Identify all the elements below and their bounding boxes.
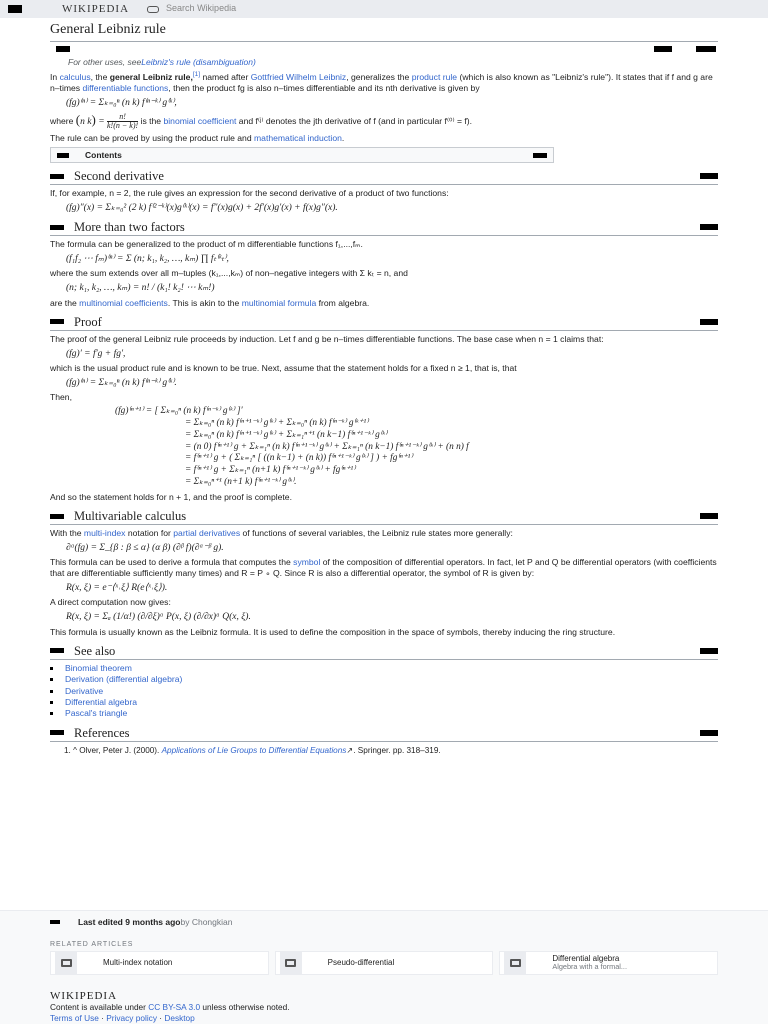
equation-second-derivative: (fg)″(x) = Σₖ₌₀² (2 k) f⁽²⁻ᵏ⁾(x)g⁽ᵏ⁾(x) = f″(x)g(x) + 2f′(x)g′(x) + f(x)g″(x). bbox=[66, 203, 338, 214]
text: . bbox=[341, 133, 345, 144]
text: , the bbox=[90, 71, 110, 82]
hatnote bbox=[68, 57, 718, 68]
text: , generalizes the bbox=[346, 71, 412, 82]
collapse-icon bbox=[50, 514, 64, 519]
binomial-formula: (n k) = $\frac{n!}{k!(n - k)!}$ bbox=[75, 111, 139, 131]
card-description: Algebra with a formal... bbox=[552, 962, 627, 972]
derivation-line: = Σₖ₌₀ⁿ (n k) f⁽ⁿ⁺¹⁻ᵏ⁾ g⁽ᵏ⁾ + Σₖ₌₀ⁿ (n k) f⁽ⁿ⁻ᵏ⁾ g⁽ᵏ⁺¹⁾ bbox=[185, 417, 369, 428]
heading-text: Proof bbox=[74, 314, 102, 329]
reference-item bbox=[64, 746, 718, 757]
proof-paragraph-1: The proof of the general Leibniz rule proceeds by induction. Let f and g be n–times differentiable functions. The base case when n = 1 claims that: bbox=[50, 333, 604, 344]
bullet bbox=[50, 701, 53, 704]
link-leibniz[interactable]: Gottfried Wilhelm Leibniz bbox=[250, 71, 347, 82]
multivariable-paragraph-2 bbox=[50, 557, 718, 579]
text: , then the product fg is also n–times differentiable and its nth derivative is given by bbox=[168, 82, 480, 93]
page-actions bbox=[50, 42, 718, 56]
text: The rule can be proved by using the product rule and bbox=[50, 133, 254, 144]
watch-star-icon[interactable] bbox=[654, 46, 672, 52]
text: from algebra. bbox=[316, 297, 370, 308]
multivariable-paragraph-4: This formula is usually known as the Leibniz formula. It is used to define the composition in the space of symbols, thereby inducing the ring structure. bbox=[50, 626, 616, 637]
language-icon[interactable] bbox=[56, 46, 70, 52]
card-title: Pseudo-differential bbox=[327, 957, 395, 967]
edit-icon[interactable] bbox=[696, 46, 716, 52]
text: of the composition of differential operators. In fact, let P and Q be differential operators (with coefficients that are differentiable sufficiently many times) and R = P ∘ Q. Since R is also a differential operator, the symbol of R is given by: bbox=[50, 557, 717, 579]
text: notation for bbox=[125, 528, 174, 539]
proof-paragraph-2: which is the usual product rule and is known to be true. Next, assume that the statement holds for a fixed n ≥ 1, that is, that bbox=[50, 362, 517, 373]
bullet bbox=[50, 678, 53, 681]
last-edited-bar[interactable] bbox=[50, 917, 232, 928]
toc-expand-icon[interactable] bbox=[533, 153, 547, 158]
equation-hypothesis: (fg)⁽ⁿ⁾ = Σₖ₌₀ⁿ (n k) f⁽ⁿ⁻ᵏ⁾ g⁽ᵏ⁾. bbox=[66, 377, 177, 388]
search-icon bbox=[147, 6, 159, 13]
multinomial-paragraph bbox=[50, 298, 718, 309]
equation-leibniz: (fg)⁽ⁿ⁾ = Σₖ₌₀ⁿ (n k) f⁽ⁿ⁻ᵏ⁾ g⁽ᵏ⁾, bbox=[66, 97, 177, 108]
collapse-icon bbox=[50, 225, 64, 230]
license-text bbox=[50, 1002, 290, 1013]
menu-icon[interactable] bbox=[8, 5, 22, 13]
text: 1. ^ Olver, Peter J. (2000). bbox=[64, 745, 162, 755]
hatnote-prefix: For other uses, see bbox=[68, 56, 142, 67]
proof-conclusion: And so the statement holds for n + 1, and the proof is complete. bbox=[50, 492, 292, 503]
related-articles-label: RELATED ARTICLES bbox=[50, 941, 134, 948]
link-partial-derivatives[interactable]: partial derivatives bbox=[173, 528, 241, 539]
collapse-icon bbox=[50, 730, 64, 735]
related-card[interactable] bbox=[50, 951, 269, 975]
second-derivative-paragraph: If, for example, n = 2, the rule gives an expression for the second derivative of a product of two functions: bbox=[50, 188, 449, 199]
more-factors-paragraph: The formula can be generalized to the product of m differentiable functions f₁,...,fₘ. bbox=[50, 239, 363, 250]
link-induction[interactable]: mathematical induction bbox=[254, 133, 342, 144]
collapse-icon bbox=[50, 174, 64, 179]
section-heading-second-derivative[interactable] bbox=[50, 168, 718, 185]
then-label: Then, bbox=[50, 391, 72, 402]
see-also-link[interactable]: Binomial theorem bbox=[65, 662, 132, 673]
section-heading-multivariable[interactable] bbox=[50, 508, 718, 525]
search-placeholder: Search Wikipedia bbox=[166, 3, 237, 14]
text: This formula can be used to derive a formula that computes the bbox=[50, 557, 294, 568]
text: named after bbox=[200, 71, 251, 82]
derivation-line: = f⁽ⁿ⁺¹⁾ g + ( Σₖ₌₁ⁿ [ ((n k−1) + (n k)) f⁽ⁿ⁺¹⁻ᵏ⁾ g⁽ᵏ⁾ ] ) + fg⁽ⁿ⁺¹⁾ bbox=[185, 453, 413, 464]
text: of functions of several variables, the Leibniz rule states more generally: bbox=[240, 528, 513, 539]
article-content bbox=[50, 19, 718, 756]
related-articles bbox=[50, 951, 718, 975]
heading-text: More than two factors bbox=[74, 220, 185, 235]
bold-term: general Leibniz rule, bbox=[109, 71, 193, 82]
list-item[interactable] bbox=[50, 697, 718, 708]
last-edited-text: Last edited 9 months ago bbox=[78, 917, 181, 927]
card-title: Differential algebra bbox=[552, 953, 620, 963]
binomial-paragraph bbox=[50, 112, 718, 130]
bullet bbox=[50, 712, 53, 715]
link-product-rule[interactable]: product rule bbox=[411, 71, 458, 82]
derivation-line: = f⁽ⁿ⁺¹⁾ g + Σₖ₌₁ⁿ (n+1 k) f⁽ⁿ⁺¹⁻ᵏ⁾ g⁽ᵏ⁾ + fg⁽ⁿ⁺¹⁾ bbox=[185, 465, 356, 476]
table-of-contents[interactable] bbox=[50, 147, 554, 163]
equation-multinomial: (n; k₁, k₂, …, kₘ) = n! / (k₁! k₂! ⋯ kₘ!) bbox=[66, 283, 215, 294]
hatnote-link[interactable]: Leibniz's rule (disambiguation) bbox=[141, 56, 256, 67]
reference-link[interactable]: Applications of Lie Groups to Differential Equations bbox=[161, 745, 347, 755]
derivation-line: = Σₖ₌₀ⁿ (n k) f⁽ⁿ⁺¹⁻ᵏ⁾ g⁽ᵏ⁾ + Σₖ₌₁ⁿ⁺¹ (n k−1) f⁽ⁿ⁺¹⁻ᵏ⁾ g⁽ᵏ⁾ bbox=[185, 429, 388, 440]
toc-icon bbox=[57, 153, 69, 158]
link-differentiable[interactable]: differentiable functions bbox=[82, 82, 169, 93]
section-heading-references[interactable] bbox=[50, 725, 718, 742]
collapse-icon bbox=[50, 648, 64, 653]
license-link[interactable]: CC BY-SA 3.0 bbox=[148, 1002, 201, 1012]
related-card[interactable] bbox=[499, 951, 718, 975]
see-also-link[interactable]: Derivation (differential algebra) bbox=[65, 674, 183, 685]
history-icon bbox=[50, 920, 60, 924]
edit-section-icon[interactable] bbox=[700, 648, 718, 654]
external-link-icon: ↗ bbox=[346, 745, 354, 755]
list-item[interactable] bbox=[50, 708, 718, 719]
text: With the bbox=[50, 528, 84, 539]
link-multinomial-formula[interactable]: multinomial formula bbox=[241, 297, 317, 308]
text: . Springer. pp. 318–319. bbox=[353, 745, 441, 755]
derivation-line: = Σₖ₌₀ⁿ⁺¹ (n+1 k) f⁽ⁿ⁺¹⁻ᵏ⁾ g⁽ᵏ⁾. bbox=[185, 477, 297, 488]
footer-wordmark: WIKIPEDIA bbox=[50, 990, 118, 1002]
heading-text: See also bbox=[74, 643, 116, 658]
text: In bbox=[50, 71, 60, 82]
link-symbol[interactable]: symbol bbox=[293, 557, 321, 568]
equation-multi-index: ∂ᵅ(fg) = Σ_{β : β ≤ α} (α β) (∂ᵝ f)(∂ᵅ⁻ᵝ g). bbox=[66, 543, 224, 554]
privacy-link[interactable]: Privacy policy bbox=[106, 1013, 157, 1023]
list-item[interactable] bbox=[50, 674, 718, 685]
equation-composition: R(x, ξ) = Σₐ (1/α!) (∂/∂ξ)ᵅ P(x, ξ) (∂/∂x)ᵅ Q(x, ξ). bbox=[66, 612, 251, 623]
last-edited-by: by Chongkian bbox=[180, 917, 233, 927]
see-also-link[interactable]: Pascal's triangle bbox=[65, 708, 128, 719]
wikipedia-wordmark[interactable]: WIKIPEDIA bbox=[62, 2, 130, 15]
derivation-line: = (n 0) f⁽ⁿ⁺¹⁾ g + Σₖ₌₁ⁿ (n k) f⁽ⁿ⁺¹⁻ᵏ⁾ g⁽ᵏ⁾ + Σₖ₌₁ⁿ (n k−1) f⁽ⁿ⁺¹⁻ᵏ⁾ g⁽ᵏ⁾ + (n n) f bbox=[185, 441, 469, 452]
text: is the bbox=[138, 115, 164, 126]
text: are the bbox=[50, 297, 80, 308]
equation-base-case: (fg)′ = f′g + fg′, bbox=[66, 348, 126, 359]
section-heading-see-also[interactable] bbox=[50, 643, 718, 660]
toc-label: Contents bbox=[85, 149, 122, 160]
edit-section-icon[interactable] bbox=[700, 224, 718, 230]
see-also-link[interactable]: Derivative bbox=[65, 685, 104, 696]
image-placeholder-icon bbox=[280, 952, 302, 974]
image-placeholder-icon bbox=[504, 952, 526, 974]
related-card[interactable] bbox=[275, 951, 494, 975]
multivariable-paragraph-1 bbox=[50, 528, 718, 539]
page-footer bbox=[0, 910, 768, 1024]
text: unless otherwise noted. bbox=[200, 1002, 290, 1012]
edit-section-icon[interactable] bbox=[700, 319, 718, 325]
equation-symbol: R(x, ξ) = e⁻⟨ˣ˒ξ⟩ R(e⟨ˣ˒ξ⟩). bbox=[66, 583, 168, 594]
footer-links: Terms of Use · Privacy policy · Desktop bbox=[50, 1013, 195, 1023]
link-multinomial-coefficients[interactable]: multinomial coefficients bbox=[79, 297, 168, 308]
induction-derivation bbox=[115, 406, 718, 489]
heading-text: Second derivative bbox=[74, 169, 164, 184]
search-input[interactable] bbox=[147, 3, 347, 15]
image-placeholder-icon bbox=[55, 952, 77, 974]
bullet bbox=[50, 690, 53, 693]
list-item[interactable] bbox=[50, 663, 718, 674]
link-multi-index[interactable]: multi-index bbox=[83, 528, 126, 539]
bullet bbox=[50, 667, 53, 670]
equation-multi-factor: (f₁f₂ ⋯ fₘ)⁽ⁿ⁾ = Σ (n; k₁, k₂, …, kₘ) ∏ fₜ⁽ᵏₜ⁾, bbox=[66, 254, 229, 265]
see-also-link[interactable]: Differential algebra bbox=[65, 696, 137, 707]
citation-1[interactable]: [1] bbox=[192, 70, 201, 78]
terms-link[interactable]: Terms of Use bbox=[50, 1013, 99, 1023]
edit-section-icon[interactable] bbox=[700, 513, 718, 519]
card-title: Multi-index notation bbox=[103, 957, 173, 967]
desktop-link[interactable]: Desktop bbox=[164, 1013, 195, 1023]
heading-text: References bbox=[74, 725, 130, 740]
list-item[interactable] bbox=[50, 685, 718, 696]
text: Content is available under bbox=[50, 1002, 149, 1012]
edit-section-icon[interactable] bbox=[700, 730, 718, 736]
sum-extends-paragraph: where the sum extends over all m–tuples (k₁,...,kₘ) of non–negative integers with Σ kₜ = n, and bbox=[50, 268, 408, 279]
direct-computation-label: A direct computation now gives: bbox=[50, 597, 171, 608]
heading-text: Multivariable calculus bbox=[74, 509, 187, 524]
see-also-list bbox=[50, 663, 718, 720]
section-heading-more-factors[interactable] bbox=[50, 219, 718, 236]
text: and f⁽ʲ⁾ denotes the jth derivative of f (and in particular f⁽⁰⁾ = f). bbox=[236, 115, 473, 126]
text: (which is also known as "Leibniz's rule"). It states that if f and g are n–times bbox=[50, 71, 713, 93]
intro-paragraph bbox=[50, 71, 718, 94]
collapse-icon bbox=[50, 319, 64, 324]
text: . This is akin to the bbox=[167, 297, 242, 308]
page-title: General Leibniz rule bbox=[50, 22, 166, 37]
edit-section-icon[interactable] bbox=[700, 173, 718, 179]
section-heading-proof[interactable] bbox=[50, 314, 718, 331]
text: where bbox=[50, 115, 76, 126]
link-calculus[interactable]: calculus bbox=[59, 71, 91, 82]
derivation-line: (fg)⁽ⁿ⁺¹⁾ = [ Σₖ₌₀ⁿ (n k) f⁽ⁿ⁻ᵏ⁾ g⁽ᵏ⁾ ]′ bbox=[115, 405, 243, 416]
proof-note-paragraph bbox=[50, 133, 718, 144]
top-bar bbox=[0, 0, 768, 18]
link-binomial-coefficient[interactable]: binomial coefficient bbox=[163, 115, 237, 126]
